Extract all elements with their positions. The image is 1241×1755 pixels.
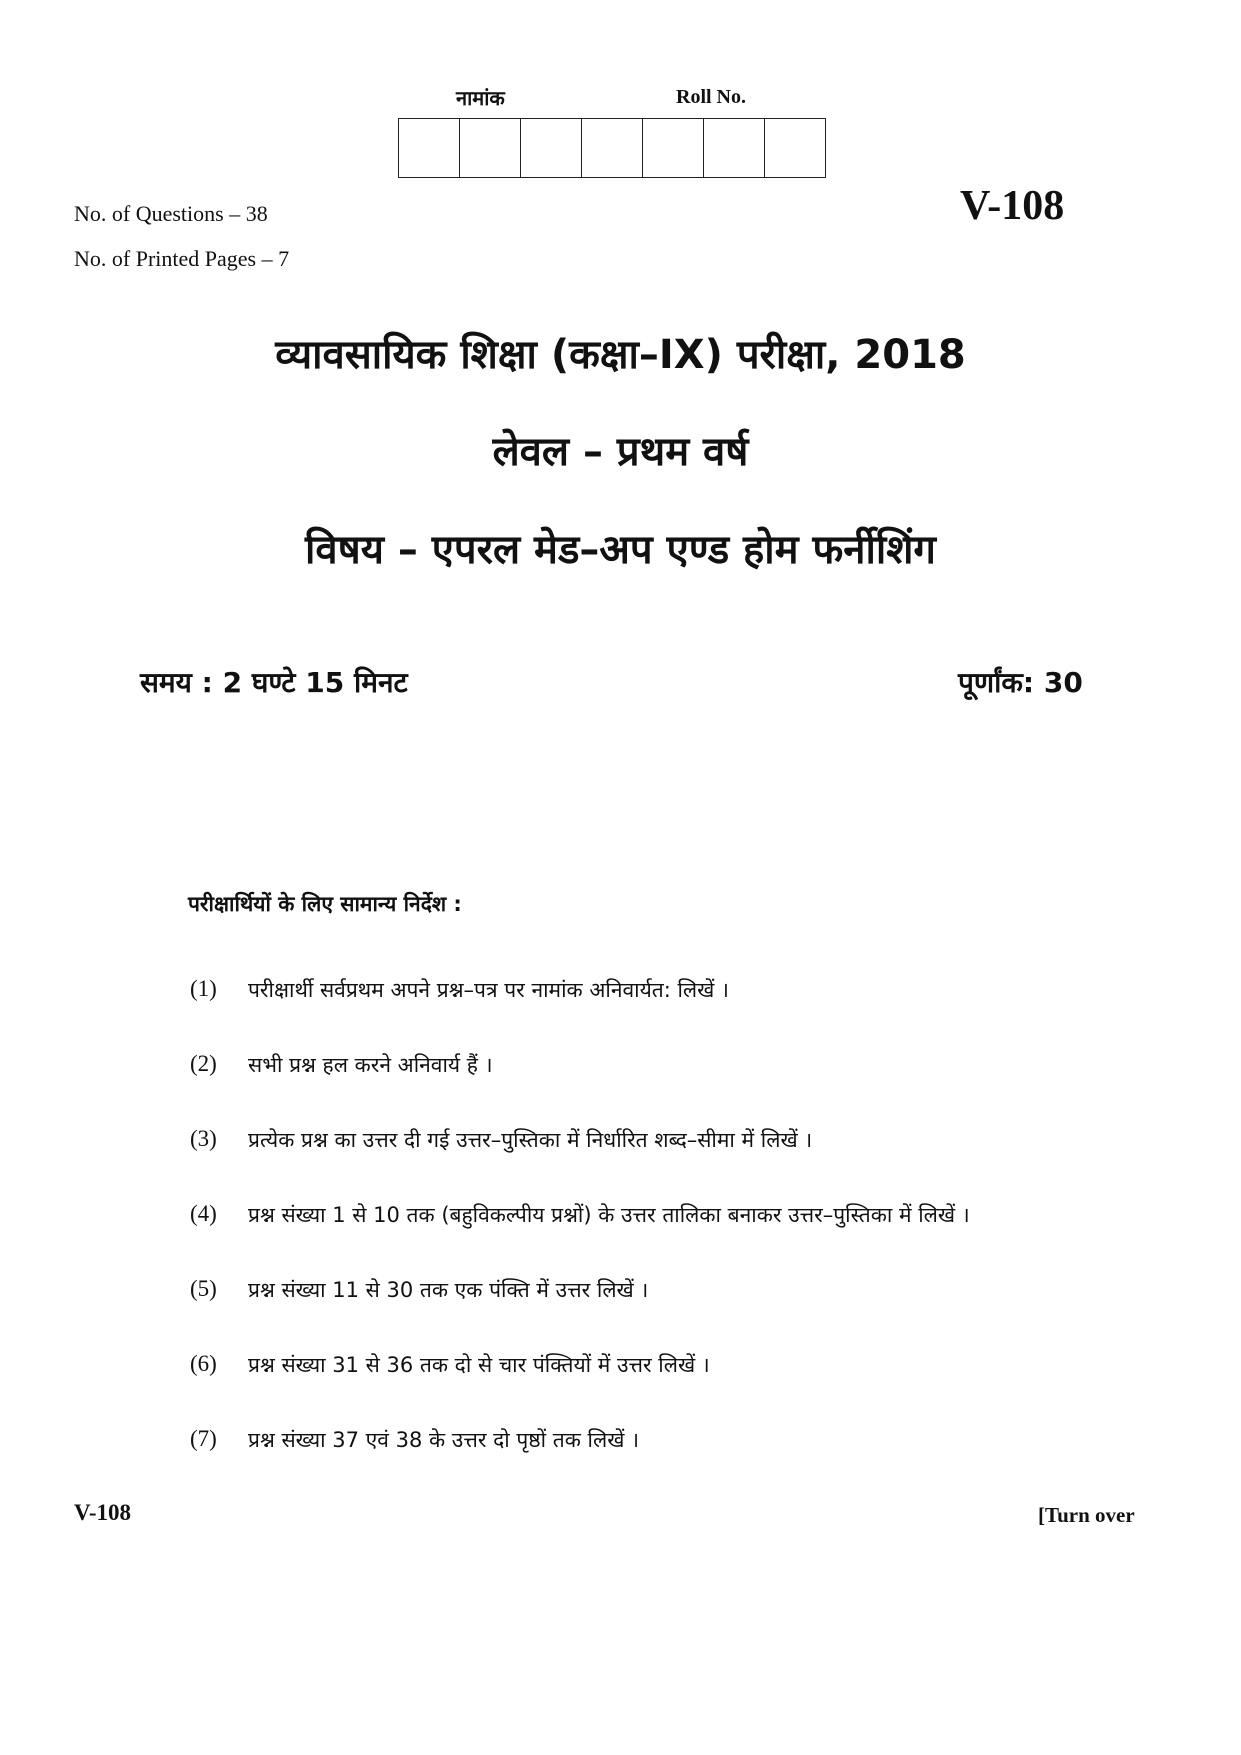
instruction-number: (1) (190, 976, 217, 1001)
instruction-text: प्रश्न संख्या 11 से 30 तक एक पंक्ति में उत्तर लिखें । (248, 1278, 649, 1302)
instruction-number: (6) (190, 1351, 217, 1376)
instruction-number: (5) (190, 1276, 217, 1301)
instruction-item (190, 1126, 970, 1201)
roll-number-label: Roll No. (676, 86, 746, 108)
instruction-number: (7) (190, 1426, 217, 1451)
instruction-item (190, 1051, 970, 1126)
exam-level: लेवल – प्रथम वर्ष (492, 429, 749, 475)
roll-digit-box[interactable] (521, 119, 582, 177)
number-of-questions: No. of Questions – 38 (74, 201, 268, 226)
instruction-text: प्रश्न संख्या 37 एवं 38 के उत्तर दो पृष्ठों तक लिखें । (248, 1428, 640, 1452)
max-marks: पूर्णांक: 30 (958, 666, 1083, 699)
instruction-item (190, 1201, 970, 1276)
footer-paper-code: V-108 (74, 1500, 132, 1525)
instruction-item (190, 1426, 970, 1501)
instruction-item (190, 1276, 970, 1351)
roll-digit-box[interactable] (460, 119, 521, 177)
instruction-number: (4) (190, 1201, 217, 1226)
roll-digit-box[interactable] (765, 119, 825, 177)
roll-number-label-hindi: नामांक (456, 86, 505, 110)
instruction-text: प्रश्न संख्या 1 से 10 तक (बहुविकल्पीय प्रश्नों) के उत्तर तालिका बनाकर उत्तर–पुस्तिका में लिखें । (248, 1203, 970, 1227)
exam-subject: विषय – एपरल मेड–अप एण्ड होम फर्नीशिंग (305, 527, 936, 573)
instruction-text: प्रत्येक प्रश्न का उत्तर दी गई उत्तर–पुस्तिका में निर्धारित शब्द–सीमा में लिखें । (248, 1128, 813, 1152)
instruction-item (190, 976, 970, 1051)
instruction-number: (2) (190, 1051, 217, 1076)
exam-title: व्यावसायिक शिक्षा (कक्षा–IX) परीक्षा, 2018 (275, 332, 966, 378)
turn-over-note: [Turn over (1038, 1503, 1135, 1527)
paper-code: V-108 (960, 183, 1065, 229)
roll-digit-box[interactable] (399, 119, 460, 177)
instructions-list (190, 976, 970, 1501)
instruction-item (190, 1351, 970, 1426)
instruction-text: प्रश्न संख्या 31 से 36 तक दो से चार पंक्तियों में उत्तर लिखें । (248, 1353, 710, 1377)
roll-digit-box[interactable] (643, 119, 704, 177)
roll-digit-box[interactable] (582, 119, 643, 177)
instruction-text: परीक्षार्थी सर्वप्रथम अपने प्रश्न–पत्र पर नामांक अनिवार्यत: लिखें । (248, 978, 729, 1002)
exam-duration: समय : 2 घण्टे 15 मिनट (140, 666, 408, 699)
instructions-heading: परीक्षार्थियों के लिए सामान्य निर्देश : (188, 892, 462, 916)
roll-digit-box[interactable] (704, 119, 765, 177)
instruction-text: सभी प्रश्न हल करने अनिवार्य हैं । (248, 1053, 493, 1077)
number-of-printed-pages: No. of Printed Pages – 7 (74, 246, 290, 271)
roll-number-boxes (398, 118, 826, 178)
instruction-number: (3) (190, 1126, 217, 1151)
